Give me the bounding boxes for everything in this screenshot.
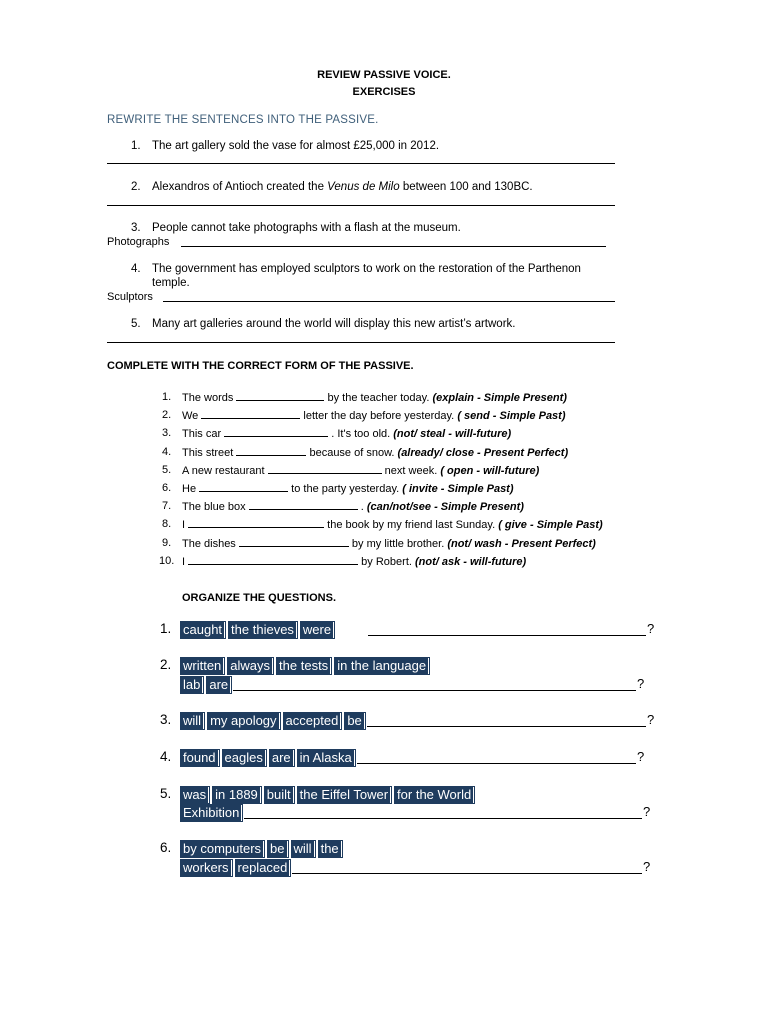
s3-word-chip[interactable]: built bbox=[265, 787, 294, 803]
s2-item-text-before: A new restaurant bbox=[182, 464, 268, 477]
s2-item-hint: ( invite - Simple Past) bbox=[402, 483, 514, 495]
s2-item-blank[interactable] bbox=[268, 464, 382, 474]
s3-item-answer-line[interactable] bbox=[244, 818, 642, 819]
s3-word-chip[interactable]: were bbox=[301, 622, 334, 638]
s3-word-chip[interactable]: written bbox=[181, 658, 224, 674]
s3-word-chip[interactable]: will bbox=[292, 841, 315, 857]
s3-word-chip[interactable]: caught bbox=[181, 622, 225, 638]
s2-item-sentence bbox=[182, 537, 596, 550]
s2-item-number: 10. bbox=[159, 554, 175, 567]
s3-item-answer-line[interactable] bbox=[367, 726, 646, 727]
s2-item-number: 4. bbox=[162, 445, 172, 458]
s2-item-number: 5. bbox=[162, 463, 172, 476]
s2-item-blank[interactable] bbox=[236, 391, 324, 401]
s2-item-sentence bbox=[182, 427, 511, 440]
s3-word-chip[interactable]: in the language bbox=[335, 658, 429, 674]
s3-word-chip[interactable]: workers bbox=[181, 860, 232, 876]
s3-word-chip[interactable]: was bbox=[181, 787, 209, 803]
s1-item-3-number: 3. bbox=[131, 222, 141, 234]
s3-item-answer-line[interactable] bbox=[368, 635, 646, 636]
s1-item-4-text-cont: temple. bbox=[152, 277, 190, 289]
s3-question-mark: ? bbox=[647, 621, 655, 636]
s2-item-sentence bbox=[182, 464, 539, 477]
s3-question-mark: ? bbox=[647, 712, 655, 727]
section1-heading: REWRITE THE SENTENCES INTO THE PASSIVE. bbox=[107, 114, 379, 126]
s3-item-6-words-line2 bbox=[181, 859, 294, 877]
s3-item-2-words-line2 bbox=[181, 676, 235, 694]
s3-word-chip[interactable]: in Alaska bbox=[298, 750, 355, 766]
s3-item-1-words-line1 bbox=[181, 621, 338, 639]
s2-item-sentence bbox=[182, 482, 514, 495]
s1-item-5-text: Many art galleries around the world will display this new artist’s artwork. bbox=[152, 318, 516, 330]
s2-item-number: 8. bbox=[162, 518, 172, 531]
s2-item-text-before: He bbox=[182, 483, 200, 495]
s2-item-sentence bbox=[182, 500, 524, 513]
s1-item-4-number: 4. bbox=[131, 263, 141, 275]
s2-item-hint: (already/ close - Present Perfect) bbox=[397, 446, 569, 459]
s2-item-text-after: . It's too old. bbox=[328, 428, 394, 441]
s2-item-sentence bbox=[182, 409, 566, 422]
s3-item-number: 1. bbox=[160, 621, 172, 636]
s3-word-chip[interactable]: the bbox=[319, 841, 342, 857]
s3-question-mark: ? bbox=[637, 676, 645, 691]
s1-item-1-number: 1. bbox=[131, 140, 141, 152]
s1-item-2-number: 2. bbox=[131, 181, 141, 193]
s2-item-text-before: The words bbox=[182, 392, 237, 404]
title-line-2: EXERCISES bbox=[352, 86, 416, 98]
s1-item-3-answer-line[interactable] bbox=[181, 246, 606, 247]
s3-word-chip[interactable]: in 1889 bbox=[213, 787, 261, 803]
s2-item-blank[interactable] bbox=[188, 518, 324, 528]
s2-item-text-after: by the teacher today. bbox=[324, 392, 433, 404]
s2-item-hint: (explain - Simple Present) bbox=[432, 392, 567, 404]
s3-item-6-words-line1 bbox=[181, 840, 346, 858]
s2-item-blank[interactable] bbox=[201, 409, 300, 419]
s2-item-text-before: We bbox=[182, 410, 202, 423]
s3-item-number: 4. bbox=[160, 749, 172, 764]
s2-item-blank[interactable] bbox=[199, 482, 288, 492]
s1-item-4-prompt: Sculptors bbox=[107, 291, 153, 303]
s1-item-3-text: People cannot take photographs with a flash at the museum. bbox=[152, 222, 461, 234]
s2-item-number: 7. bbox=[162, 500, 172, 513]
s2-item-text-before: This street bbox=[182, 446, 237, 459]
s2-item-hint: ( give - Simple Past) bbox=[498, 519, 603, 532]
s3-item-answer-line[interactable] bbox=[357, 763, 636, 764]
s1-item-1-answer-line[interactable] bbox=[107, 163, 615, 164]
s2-item-text-before: This car bbox=[182, 428, 225, 441]
s3-word-chip[interactable]: the tests bbox=[277, 658, 331, 674]
s2-item-blank[interactable] bbox=[224, 427, 328, 437]
s3-word-chip[interactable]: by computers bbox=[181, 841, 264, 857]
s1-item-1-text: The art gallery sold the vase for almost £25,000 in 2012. bbox=[152, 140, 440, 152]
s3-word-chip[interactable]: the Eiffel Tower bbox=[298, 787, 391, 803]
s3-word-chip[interactable]: will bbox=[181, 713, 204, 729]
s2-item-blank[interactable] bbox=[239, 537, 349, 547]
s3-word-chip[interactable]: always bbox=[228, 658, 273, 674]
s3-item-5-words-line1 bbox=[181, 786, 478, 804]
s1-item-2-text: Alexandros of Antioch created the Venus de Milo between 100 and 130BC. bbox=[152, 181, 533, 193]
s3-item-number: 6. bbox=[160, 840, 172, 855]
s2-item-text-before: The dishes bbox=[182, 537, 239, 550]
s3-question-mark: ? bbox=[643, 804, 651, 819]
s3-item-number: 2. bbox=[160, 657, 172, 672]
s3-word-chip[interactable]: replaced bbox=[236, 860, 291, 876]
s3-word-chip[interactable]: are bbox=[207, 677, 231, 693]
s3-item-5-words-line2 bbox=[181, 804, 246, 822]
s2-item-text-after: next week. bbox=[381, 464, 441, 477]
s1-item-2-answer-line[interactable] bbox=[107, 205, 615, 206]
s2-item-text-before: I bbox=[182, 555, 189, 568]
s2-item-blank[interactable] bbox=[236, 446, 306, 456]
s2-item-sentence bbox=[182, 446, 568, 459]
s2-item-hint: (not/ ask - will-future) bbox=[414, 555, 527, 568]
section2-heading: COMPLETE WITH THE CORRECT FORM OF THE PASSIVE. bbox=[107, 360, 414, 372]
s3-item-answer-line[interactable] bbox=[233, 690, 636, 691]
s2-item-hint: (not/ wash - Present Perfect) bbox=[447, 537, 596, 550]
s3-question-mark: ? bbox=[637, 749, 645, 764]
s2-item-text-after: by my little brother. bbox=[348, 537, 448, 550]
s3-word-chip[interactable]: accepted bbox=[284, 713, 342, 729]
s3-item-answer-line[interactable] bbox=[292, 873, 642, 874]
s3-word-chip[interactable]: be bbox=[345, 713, 364, 729]
s3-question-mark: ? bbox=[643, 859, 651, 874]
s3-word-chip[interactable]: are bbox=[270, 750, 294, 766]
s3-item-2-words-line1 bbox=[181, 657, 433, 675]
s2-item-number: 2. bbox=[162, 409, 172, 422]
s2-item-blank[interactable] bbox=[249, 500, 358, 510]
s1-item-4-answer-line[interactable] bbox=[163, 301, 615, 302]
s3-item-4-words-line1 bbox=[181, 749, 359, 767]
s2-item-text-after: because of snow. bbox=[306, 446, 398, 459]
s2-item-hint: ( send - Simple Past) bbox=[457, 410, 566, 423]
s3-word-chip[interactable]: found bbox=[181, 750, 219, 766]
s2-item-text-after: to the party yesterday. bbox=[288, 483, 403, 495]
s2-item-text-after: letter the day before yesterday. bbox=[300, 410, 458, 423]
s1-item-4-text: The government has employed sculptors to work on the restoration of the Parthenon bbox=[152, 263, 581, 275]
s2-item-text-after: by Robert. bbox=[358, 555, 415, 568]
s1-item-5-number: 5. bbox=[131, 318, 141, 330]
s3-item-number: 5. bbox=[160, 786, 172, 801]
s3-item-number: 3. bbox=[160, 712, 172, 727]
s2-item-number: 3. bbox=[162, 427, 172, 440]
s2-item-sentence bbox=[182, 555, 526, 568]
s1-item-5-answer-line[interactable] bbox=[107, 342, 615, 343]
title-line-1: REVIEW PASSIVE VOICE. bbox=[317, 69, 451, 81]
s3-item-3-words-line1 bbox=[181, 712, 369, 730]
s2-item-number: 9. bbox=[162, 536, 172, 549]
s3-word-chip[interactable]: lab bbox=[181, 677, 203, 693]
s3-word-chip[interactable]: for the World bbox=[395, 787, 474, 803]
section3-heading: ORGANIZE THE QUESTIONS. bbox=[182, 592, 337, 604]
s2-item-sentence bbox=[182, 391, 567, 404]
s3-word-chip[interactable]: eagles bbox=[223, 750, 266, 766]
s2-item-number: 1. bbox=[162, 391, 172, 403]
s2-item-hint: (not/ steal - will-future) bbox=[393, 428, 512, 441]
s2-item-text-after: the book by my friend last Sunday. bbox=[324, 519, 499, 532]
s2-item-hint: ( open - will-future) bbox=[440, 464, 540, 477]
s2-item-sentence bbox=[182, 518, 603, 531]
s2-item-blank[interactable] bbox=[188, 555, 358, 565]
s2-item-text-before: I bbox=[182, 519, 189, 532]
s2-item-text-before: The blue box bbox=[182, 501, 249, 514]
s1-item-3-prompt: Photographs bbox=[107, 236, 170, 248]
s3-word-chip[interactable]: be bbox=[268, 841, 287, 857]
s3-word-chip[interactable]: Exhibition bbox=[181, 805, 242, 821]
s2-item-text-after: . bbox=[357, 501, 367, 514]
s3-word-chip[interactable]: my apology bbox=[208, 713, 279, 729]
s3-word-chip[interactable]: the thieves bbox=[229, 622, 297, 638]
s2-item-number: 6. bbox=[162, 482, 172, 494]
s2-item-hint: (can/not/see - Simple Present) bbox=[366, 501, 524, 514]
